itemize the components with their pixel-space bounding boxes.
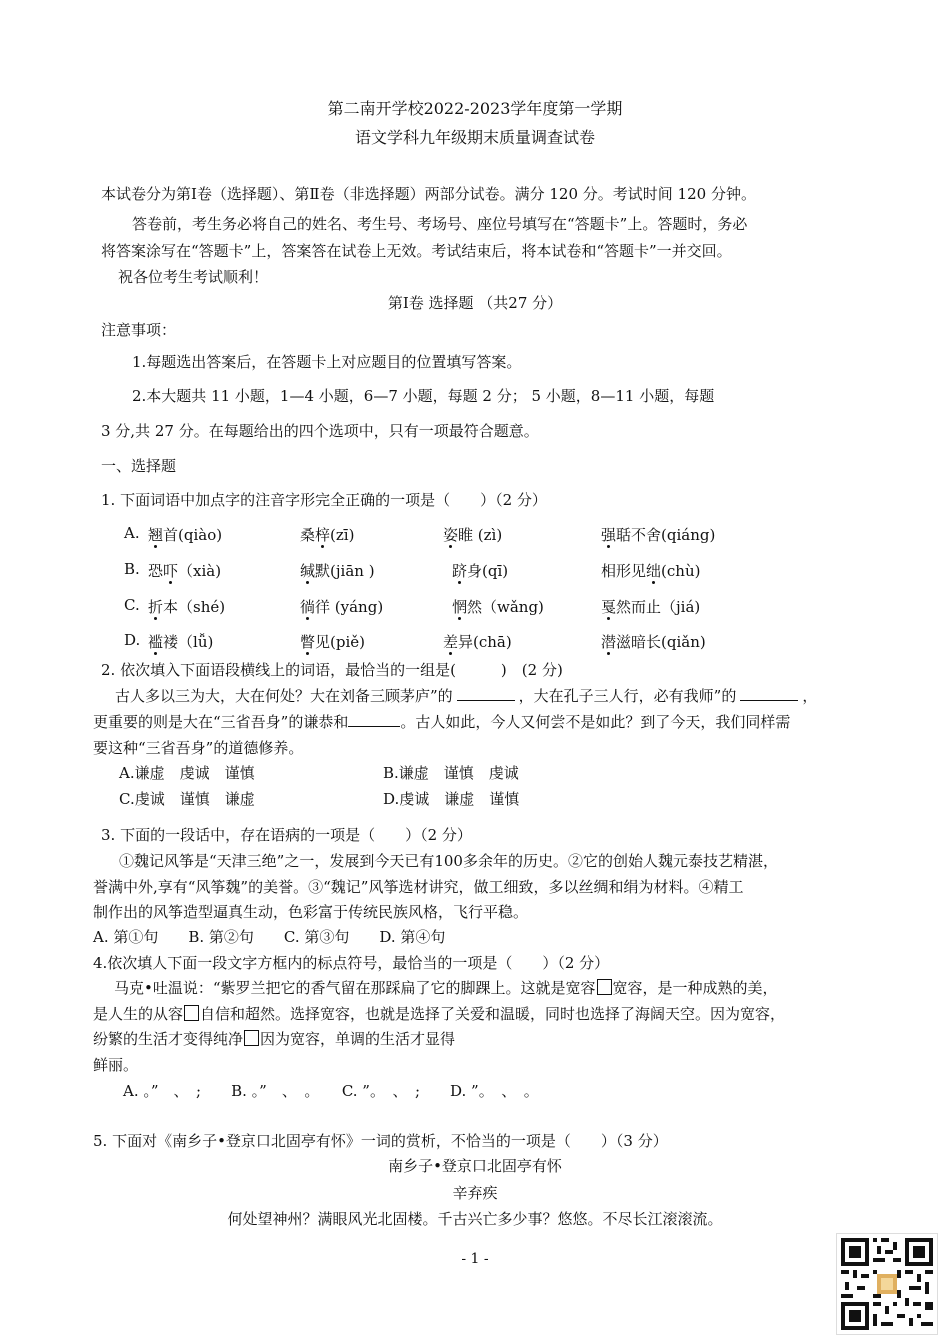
q3-passage-line2: 誉满中外,享有“风筝魏”的美誉。③“魏记”风筝选材讲究，做工细致，多以丝绸和绢为材料。④精工 [93,878,744,896]
intro-paragraph-2b: 将答案涂写在“答题卡”上，答案答在试卷上无效。考试结束后，将本试卷和“答题卡”一并交回。 [101,242,732,260]
q1-stem: 1. 下面词语中加点字的注音字形完全正确的一项是（ ）（2 分） [101,491,547,509]
option-word: 差异(chā) [443,633,512,651]
option-word: 褴褛（lǚ) [148,633,214,651]
q4-stem: 4.依次填人下面一段文字方框内的标点符号，最恰当的一项是（ ）（2 分） [93,954,610,972]
q2-passage-line2: 更重要的则是大在“三省吾身”的谦恭和 。古人如此，今人又何尝不是如此？到了今天，我们同样需 [93,713,791,731]
option-label: B. [124,560,140,578]
option-word: 潜滋暗长(qiǎn) [601,633,706,651]
fill-blank-3 [348,726,400,727]
option-word: 缄默(jiān ) [300,562,375,580]
q4-options: A. 。” 、 ; B. 。” 、 。 C. ”。 、 ; D. ”。 、 。 [123,1082,539,1100]
punctuation-box-3 [244,1030,259,1046]
q3-options: A. 第①句 B. 第②句 C. 第③句 D. 第④句 [93,928,446,946]
option-word: 徜徉 (yáng) [300,598,384,616]
q2-option-a: A.谦虚 虔诚 谨慎 [119,764,255,782]
q2-passage-line1: 古人多以三为大，大在何处？大在刘备三顾茅庐”的 ，大在孔子三人行，必有我师”的 ， [115,687,818,705]
option-word: 惘然（wǎng) [452,598,544,616]
qr-code [836,1233,938,1335]
q4-passage-line1: 马克•吐温说：“紫罗兰把它的香气留在那踩扁了它的脚踝上。这就是宽容 宽容，是一种成熟的美， [114,979,778,997]
q4-passage-line3: 纷繁的生活才变得纯净 因为宽容，单调的生活才显得 [93,1030,456,1048]
q3-stem: 3. 下面的一段话中，存在语病的一项是（ ）（2 分） [101,826,472,844]
q5-stem: 5. 下面对《南乡子•登京口北固亭有怀》一词的赏析，不恰当的一项是（ ）（3 分） [93,1132,668,1150]
part-heading: 一、选择题 [101,457,177,475]
option-word: 相形见绌(chù) [601,562,701,580]
exam-title-line2: 语文学科九年级期末质量调查试卷 [354,128,595,147]
punctuation-box-1 [597,979,612,995]
q2-option-b: B.谦虚 谨慎 虔诚 [383,764,519,782]
fill-blank-1 [457,700,515,701]
intro-paragraph-1: 本试卷分为第Ⅰ卷（选择题）、第Ⅱ卷（非选择题）两部分试卷。满分 120 分。考试时间 120 分钟。 [101,185,756,203]
poem-author: 辛弃疾 [452,1184,498,1202]
q4-passage-line4: 鲜丽。 [93,1056,139,1074]
section-title: 第Ⅰ卷 选择题 （共27 分） [387,294,563,312]
punctuation-box-2 [184,1005,199,1021]
fill-blank-2 [740,700,798,701]
q3-passage-line1: ①魏记风筝是“天津三绝”之一，发展到今天已有100多余年的历史。②它的创始人魏元泰技艺精湛， [119,852,778,870]
exam-title-line1: 第二南开学校2022-2023学年度第一学期 [327,99,623,118]
option-word: 戛然而止（jiá) [601,598,701,616]
option-word: 折本（shé) [148,598,226,616]
intro-paragraph-2a: 答卷前，考生务必将自己的姓名、考生号、考场号、座位号填写在“答题卡”上。答题时，务必 [132,215,748,233]
option-word: 桑梓(zī) [300,526,355,544]
option-label: A. [124,524,140,542]
intro-wish: 祝各位考生考试顺利！ [118,268,269,286]
q2-passage-line3: 要这种“三省吾身”的道德修养。 [93,739,304,757]
option-word: 强聒不舍(qiáng) [601,526,716,544]
page-number: - 1 - [461,1251,489,1267]
notice-item-2b: 3 分,共 27 分。在每题给出的四个选项中，只有一项最符合题意。 [101,422,539,440]
poem-title: 南乡子•登京口北固亭有怀 [388,1157,562,1175]
option-word: 跻身(qī) [452,562,509,580]
q2-stem: 2. 依次填入下面语段横线上的词语，最恰当的一组是( ) (2 分) [101,661,563,679]
q2-option-d: D.虔诚 谦虚 谨慎 [383,790,520,808]
option-label: C. [124,596,140,614]
option-word: 瞥见(piě) [300,633,365,651]
q2-option-c: C.虔诚 谨慎 谦虚 [119,790,255,808]
poem-line-1: 何处望神州？满眼风光北固楼。千古兴亡多少事？悠悠。不尽长江滚滚流。 [227,1210,723,1228]
option-word: 姿睢 (zì) [443,526,503,544]
q3-passage-line3: 制作出的风筝造型逼真生动，色彩富于传统民族风格，飞行平稳。 [93,903,529,921]
notice-item-2a: 2.本大题共 11 小题，1—4 小题，6—7 小题，每题 2 分； 5 小题，8—11 小题，每题 [132,387,715,405]
option-word: 翘首(qiào) [148,526,223,544]
q4-passage-line2: 是人生的从容 自信和超然。选择宽容，也就是选择了关爱和温暖，同时也选择了海阔天空。因为宽容， [93,1005,786,1023]
notice-label: 注意事项： [101,321,177,339]
notice-item-1: 1.每题选出答案后，在答题卡上对应题目的位置填写答案。 [132,353,522,371]
option-label: D. [124,631,141,649]
option-word: 恐吓（xià) [148,562,222,580]
